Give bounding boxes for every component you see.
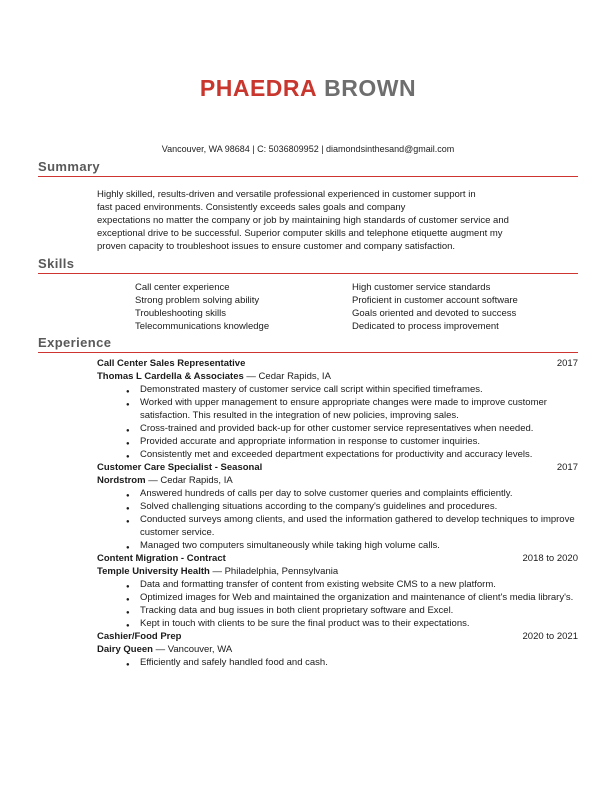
job-date: 2017 [556, 358, 578, 369]
summary-rule [38, 176, 578, 177]
company-name: Nordstrom [97, 475, 146, 486]
contact-line: Vancouver, WA 98684 | C: 5036809952 | diamondsinthesand@gmail.com [161, 144, 455, 154]
job-entry [97, 630, 578, 669]
job-header [97, 552, 578, 565]
job-bullet-list [97, 578, 578, 630]
job-header [97, 357, 578, 370]
job-entry [97, 552, 578, 630]
job-location: — Philadelphia, Pennsylvania [209, 566, 339, 577]
bullet-item: ● Tracking data and bug issues in both client proprietary software and Excel. [97, 604, 578, 617]
job-location: — Cedar Rapids, IA [243, 371, 331, 382]
bullet-item: ● Kept in touch with clients to be sure the final product was to their expectations. [97, 617, 578, 630]
summary-heading: Summary [38, 159, 101, 174]
name-heading [38, 75, 578, 102]
company-name: Dairy Queen [97, 644, 153, 655]
skill-item: Strong problem solving ability [135, 295, 260, 306]
job-location: — Cedar Rapids, IA [145, 475, 233, 486]
summary-line: fast paced environments. Consistently exceeds sales goals and company [97, 202, 406, 213]
experience-rule [38, 352, 578, 353]
job-date: 2020 to 2021 [522, 631, 578, 642]
job-date: 2017 [556, 462, 578, 473]
skill-item: Telecommunications knowledge [135, 321, 270, 332]
skills-rule [38, 273, 578, 274]
last-name: BROWN [324, 75, 417, 101]
first-name: PHAEDRA [199, 75, 318, 101]
bullet-item: ● Solved challenging situations according to the company's guidelines and procedures. [97, 500, 578, 513]
company-line [97, 370, 578, 383]
job-entry [97, 461, 578, 552]
company-name: Temple University Health [97, 566, 210, 577]
bullet-item: ● Conducted surveys among clients, and used the information gathered to develop techniques to improve customer service. [97, 513, 578, 539]
company-line [97, 474, 578, 487]
job-title: Content Migration - Contract [97, 553, 226, 564]
skills-column-left [135, 281, 352, 333]
job-title: Customer Care Specialist - Seasonal [97, 462, 263, 473]
job-header [97, 461, 578, 474]
job-title: Cashier/Food Prep [97, 631, 182, 642]
summary-text [97, 188, 578, 253]
bullet-item: ● Data and formatting transfer of content from existing website CMS to a new platform. [97, 578, 578, 591]
bullet-item: ● Demonstrated mastery of customer service call script within specified timeframes. [97, 383, 578, 396]
experience-section [38, 335, 578, 669]
bullet-item: ● Managed two computers simultaneously while taking high volume calls. [97, 539, 578, 552]
bullet-item: ● Efficiently and safely handled food and cash. [97, 656, 578, 669]
experience-heading: Experience [38, 335, 112, 350]
job-bullet-list [97, 487, 578, 552]
job-date: 2018 to 2020 [522, 553, 578, 564]
skills-column-right [352, 281, 578, 333]
summary-section [38, 159, 578, 253]
skill-item: Dedicated to process improvement [352, 321, 499, 332]
company-name: Thomas L Cardella & Associates [97, 371, 244, 382]
job-bullet-list [97, 383, 578, 461]
job-bullet-list [97, 656, 578, 669]
skill-item: Goals oriented and devoted to success [352, 308, 517, 319]
resume-header [38, 75, 578, 155]
company-line [97, 643, 578, 656]
bullet-item: ● Consistently met and exceeded department expectations for productivity and accuracy levels. [97, 448, 578, 461]
bullet-item: ● Optimized images for Web and maintained the organization and maintenance of client's media library's. [97, 591, 578, 604]
job-list [97, 357, 578, 669]
bullet-item: ● Worked with upper management to ensure appropriate changes were made to improve customer satisfaction. This resulted in the integration of new policies, improving sales. [97, 396, 578, 422]
skills-heading: Skills [38, 256, 75, 271]
skill-item: High customer service standards [352, 282, 491, 293]
summary-line: proven capacity to troubleshoot issues to ensure customer and company satisfaction. [97, 241, 456, 252]
skills-section [38, 256, 578, 333]
skill-item: Proficient in customer account software [352, 295, 518, 306]
job-entry [97, 357, 578, 461]
bullet-item: ● Answered hundreds of calls per day to solve customer queries and complaints efficiently. [97, 487, 578, 500]
skill-item: Troubleshooting skills [135, 308, 226, 319]
skills-list [135, 281, 578, 333]
bullet-item: ● Provided accurate and appropriate information in response to customer inquiries. [97, 435, 578, 448]
summary-line: Highly skilled, results-driven and versatile professional experienced in customer support in [97, 189, 476, 200]
summary-line: exceptional drive to be successful. Superior computer skills and telephone etiquette augment my [97, 228, 503, 239]
job-title: Call Center Sales Representative [97, 358, 246, 369]
summary-line: expectations no matter the company or job by maintaining high standards of customer service and [97, 215, 509, 226]
company-line [97, 565, 578, 578]
bullet-item: ● Cross-trained and provided back-up for other customer service representatives when needed. [97, 422, 578, 435]
skill-item: Call center experience [135, 282, 230, 293]
job-header [97, 630, 578, 643]
job-location: — Vancouver, WA [152, 644, 233, 655]
